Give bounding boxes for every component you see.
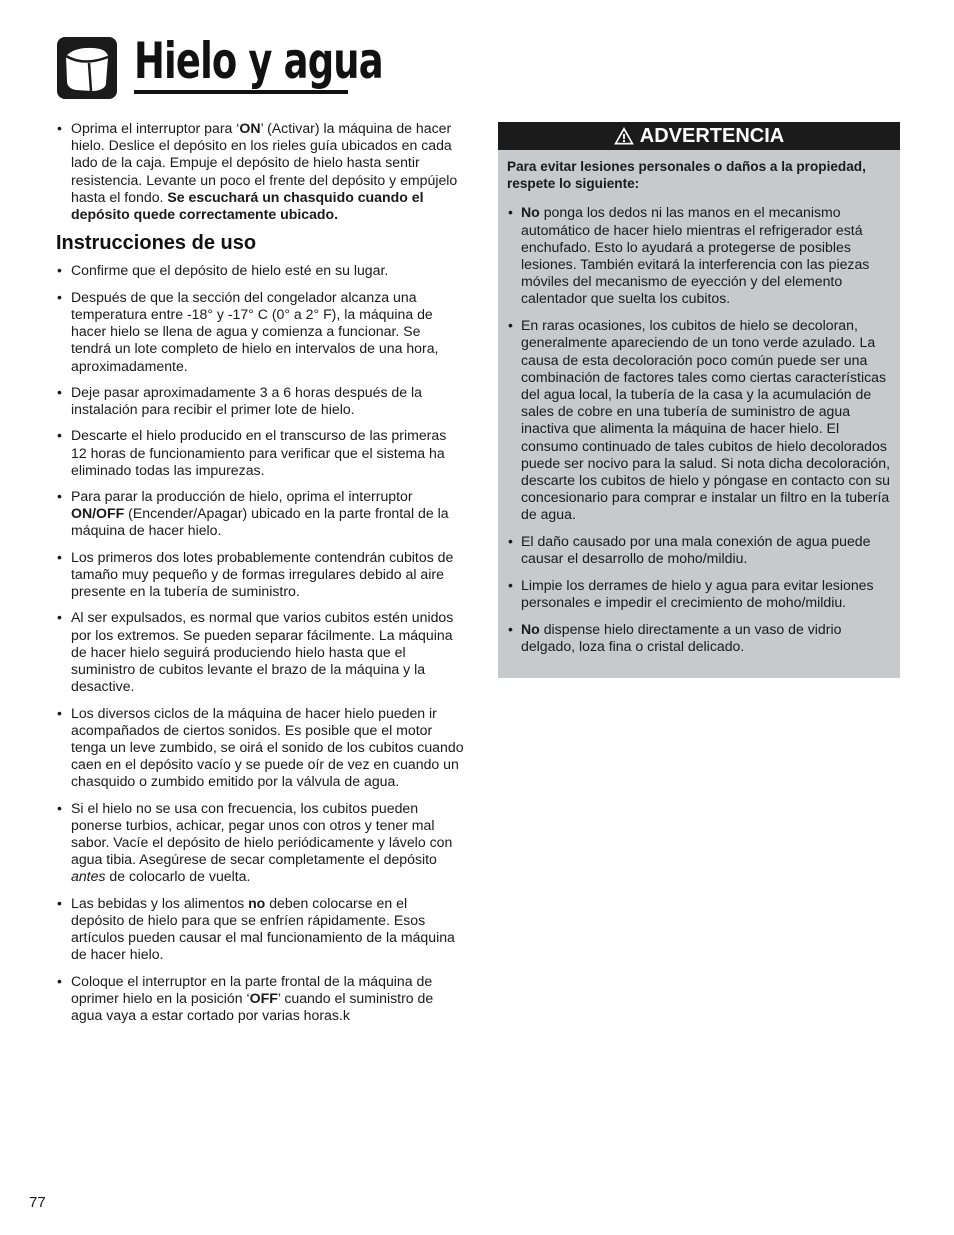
title-underline <box>134 90 348 94</box>
instructions-list <box>56 262 464 1024</box>
list-item: • Oprima el interruptor para ‘ON’ (Activar) la máquina de hacer hielo. Deslice el depósito en los rieles guía ubicados en cada lado de la caja. Empuje el depósito de hielo hasta sentir resistencia. Levante un poco el frente del depósito y empújelo hasta el fondo. Se escuchará un chasquido cuando el depósito quede correctamente ubicado. <box>56 120 464 223</box>
list-item: • Los primeros dos lotes probablemente contendrán cubitos de tamaño muy pequeño y de formas irregulares debido al aire presente en la tubería de suministro. <box>56 549 464 601</box>
list-item: • Limpie los derrames de hielo y agua para evitar lesiones personales e impedir el crecimiento de moho/mildiu. <box>507 577 891 611</box>
list-item: • No ponga los dedos ni las manos en el mecanismo automático de hacer hielo mientras el refrigerador está enchufado. Esto lo ayudará a protegerse de posibles lesiones. También evitará la interferencia con las piezas móviles del mecanismo de eyección y del elemento calentador que suelta los cubitos. <box>507 204 891 307</box>
page-number: 77 <box>29 1194 46 1211</box>
list-item: • Deje pasar aproximadamente 3 a 6 horas después de la instalación para recibir el primer lote de hielo. <box>56 384 464 418</box>
warning-title: ADVERTENCIA <box>639 124 785 147</box>
warning-header <box>498 122 900 150</box>
list-item: • No dispense hielo directamente a un vaso de vidrio delgado, loza fina o cristal delicado. <box>507 621 891 655</box>
list-item: • Después de que la sección del congelador alcanza una temperatura entre -18° y -17° C (0° a 2° F), la máquina de hacer hielo se llena de agua y comienza a funcionar. Se tendrá un lote completo de hielo en intervalos de una hora, aproximadamente. <box>56 289 464 375</box>
warning-list <box>507 204 891 655</box>
page-title: Hielo y agua <box>134 32 383 90</box>
ice-cube-icon <box>56 36 118 100</box>
list-item: • En raras ocasiones, los cubitos de hielo se decoloran, generalmente apareciendo de un tono verde azulado. La causa de esta decoloración poco común puede ser una combinación de factores tales como ciertas características del agua local, la tubería de la casa y la acumulación de sales de cobre en una tubería de suministro de agua inactiva que alimenta la máquina de hacer hielo. El consumo continuado de tales cubitos de hielo decolorados puede ser nocivo para la salud. Si nota dicha decoloración, descarte los cubitos de hielo y póngase en contacto con su concesionario para comprar e instalar un filtro en la tubería de agua. <box>507 317 891 523</box>
list-item: • Si el hielo no se usa con frecuencia, los cubitos pueden ponerse turbios, achicar, pegar unos con otros y tener mal sabor. Vacíe el depósito de hielo periódicamente y lávelo con agua tibia. Asegúrese de secar completamente el depósito antes de colocarlo de vuelta. <box>56 800 464 886</box>
list-item: • Confirme que el depósito de hielo esté en su lugar. <box>56 262 464 279</box>
instructions-column <box>56 120 464 1033</box>
list-item: • Coloque el interruptor en la parte frontal de la máquina de oprimer hielo en la posición ‘OFF’ cuando el suministro de agua vaya a estar cortado por varias horas.k <box>56 973 464 1025</box>
list-item: • Los diversos ciclos de la máquina de hacer hielo pueden ir acompañados de ciertos sonidos. Es posible que el motor tenga un leve zumbido, se oirá el sonido de los cubitos cuando caen en el depósito vacío y se puede oír de vez en cuando un chasquido o zumbido emitido por la válvula de agua. <box>56 705 464 791</box>
list-item: • Para parar la producción de hielo, oprima el interruptor ON/OFF (Encender/Apagar) ubicado en la parte frontal de la máquina de hacer hielo. <box>56 488 464 540</box>
warning-box <box>498 122 900 678</box>
intro-list <box>56 120 464 223</box>
list-item: • Las bebidas y los alimentos no deben colocarse en el depósito de hielo para que se enfríen rápidamente. Esos artículos pueden causar el mal funcionamiento de la máquina de hacer hielo. <box>56 895 464 964</box>
section-heading: Instrucciones de uso <box>56 232 257 255</box>
warning-intro: Para evitar lesiones personales o daños a la propiedad, respete lo siguiente: <box>507 159 866 192</box>
list-item: • Descarte el hielo producido en el transcurso de las primeras 12 horas de funcionamiento para verificar que el sistema ha eliminado todas las impurezas. <box>56 427 464 479</box>
list-item: • El daño causado por una mala conexión de agua puede causar el desarrollo de moho/mildiu. <box>507 533 891 567</box>
warning-body <box>498 150 900 656</box>
list-item: • Al ser expulsados, es normal que varios cubitos estén unidos por los extremos. Se pueden separar fácilmente. La máquina de hacer hielo seguirá produciendo hielo hasta que el suministro de cubitos levante el brazo de la máquina y la desactive. <box>56 609 464 695</box>
warning-triangle-icon <box>614 127 634 145</box>
